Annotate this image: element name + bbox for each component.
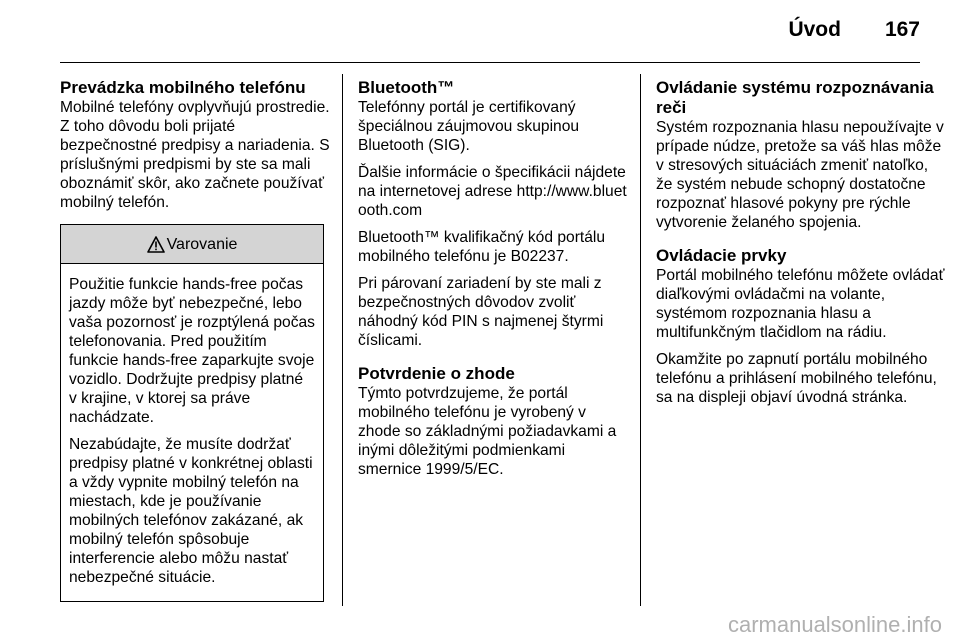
paragraph: Telefónny portál je certifikovaný špeciálnou záujmovou skupinou Bluetooth (SIG). [358,99,580,154]
column-2 [358,78,628,487]
header-rule [60,62,920,63]
heading-bluetooth: Bluetooth™ [358,78,455,97]
paragraph: Systém rozpoznania hlasu nepoužívajte v prípade núdze, pretože sa váš hlas môže v stresových situáciách zmeniť natoľko, že systém nebude schopný dostatočne rozpoznať hlasové pokyny pre rýchle vytvorenie želaného spojenia. [656,119,944,231]
watermark: carmanualsonline.info [727,612,942,637]
paragraph: Bluetooth™ kvalifikačný kód portálu mobilného telefónu je B02237. [358,229,606,265]
column-1 [60,78,330,602]
paragraph: Portál mobilného telefónu môžete ovládať diaľkovými ovládačmi na volante, systémom rozpoznania hlasu a multifunkčným tlačidlom na rádiu. [656,267,945,341]
heading-controls: Ovládacie prvky [656,246,787,265]
warning-triangle-icon [147,236,165,253]
column-divider-1 [342,74,343,606]
column-divider-2 [640,74,641,606]
page-number: 167 [884,18,920,41]
section-title: Úvod [788,18,841,41]
warning-box [60,224,324,602]
warning-paragraph: Nezabúdajte, že musíte dodržať predpisy platné v konkrétnej oblasti a vždy vypnite mobilný telefón na miestach, kde je používanie mobilných telefónov zakázané, ak mobilný telefón spôsobuje interferencie alebo môžu nastať nebezpečné situácie. [69,436,313,586]
paragraph: Mobilné telefóny ovplyvňujú prostredie. Z toho dôvodu boli prijaté bezpečnostné predpisy a nariadenia. S príslušnými predpismi by ste sa mali oboznámiť skôr, ako začnete používať mobilný telefón. [60,99,330,211]
heading-conformity: Potvrdenie o zhode [358,364,515,383]
paragraph: Ďalšie informácie o špecifikácii nájdete na internetovej adrese http://www.bluetooth.com [358,164,627,219]
heading-voice-recognition: Ovládanie systému rozpoznávania reči [656,78,934,117]
page-header [788,18,920,42]
warning-paragraph: Použitie funkcie hands-free počas jazdy môže byť nebezpečné, lebo vaša pozornosť je rozptýlená počas telefonovania. Pred použitím funkcie hands-free zaparkujte svoje vozidlo. Dodržujte predpisy platné v krajine, v ktorej sa práve nachádzate. [69,276,315,426]
warning-header [61,225,323,264]
warning-body [61,264,323,601]
paragraph: Okamžite po zapnutí portálu mobilného telefónu a prihlásení mobilného telefónu, sa na displeji objaví úvodná stránka. [656,351,937,406]
paragraph: Týmto potvrdzujeme, že portál mobilného telefónu je vyrobený v zhode so základnými požiadavkami a inými dôležitými podmienkami smernice 1999/5/EC. [358,385,617,478]
paragraph: Pri párovaní zariadení by ste mali z bezpečnostných dôvodov zvoliť náhodný kód PIN s najmenej štyrmi číslicami. [358,275,604,349]
column-3 [656,78,948,415]
heading-phone-operation: Prevádzka mobilného telefónu [60,78,306,97]
warning-title: Varovanie [166,235,238,253]
